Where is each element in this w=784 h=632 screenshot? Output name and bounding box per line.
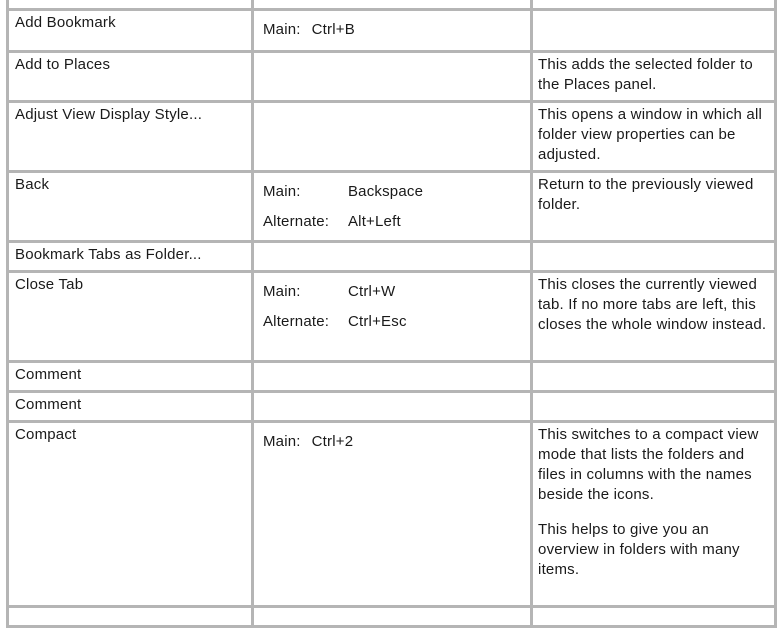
action-cell — [8, 242, 253, 272]
shortcut-line — [263, 20, 524, 40]
action-name: Compact — [15, 426, 77, 443]
description-text: This adds the selected folder to the Places panel. — [538, 56, 753, 93]
description-text: This helps to give you an overview in folders with many items. — [538, 521, 740, 578]
table-row — [8, 362, 776, 392]
shortcut-label: Main: — [262, 283, 301, 300]
table-row — [8, 422, 776, 607]
description-cell — [532, 607, 776, 627]
shortcut-cell — [252, 10, 531, 52]
description-cell — [532, 362, 776, 392]
action-cell — [8, 172, 253, 242]
shortcut-line — [263, 312, 524, 332]
shortcut-line — [263, 432, 524, 452]
description-text: This switches to a compact view mode that lists the folders and files in columns with the names beside the icons. — [538, 426, 759, 503]
action-name: Bookmark Tabs as Folder... — [15, 246, 202, 263]
shortcut-cell — [252, 102, 531, 172]
action-name: Close Tab — [15, 276, 84, 293]
table-row — [8, 607, 776, 627]
shortcut-value: Ctrl+W — [347, 283, 396, 300]
action-cell — [8, 102, 253, 172]
shortcut-value: Alt+Left — [347, 213, 401, 230]
shortcut-value: Ctrl+B — [311, 21, 355, 38]
action-name: Adjust View Display Style... — [15, 106, 203, 123]
action-cell — [8, 10, 253, 52]
shortcut-label: Alternate: — [262, 213, 330, 230]
action-name: Add to Places — [15, 56, 111, 73]
action-name: Add Bookmark — [15, 14, 116, 31]
shortcut-cell — [252, 607, 531, 627]
shortcut-value: Ctrl+Esc — [347, 313, 407, 330]
action-name: Comment — [15, 366, 82, 383]
table-row — [8, 242, 776, 272]
table-row — [8, 102, 776, 172]
action-cell — [8, 52, 253, 102]
shortcut-label: Main: — [262, 433, 301, 450]
description-cell — [532, 52, 776, 102]
table-row — [8, 172, 776, 242]
shortcut-label: Main: — [262, 183, 301, 200]
shortcut-line — [263, 182, 524, 202]
description-cell — [532, 0, 776, 10]
description-text: This opens a window in which all folder view properties can be adjusted. — [538, 106, 763, 163]
description-cell — [532, 422, 776, 607]
description-cell — [532, 102, 776, 172]
shortcut-line — [263, 212, 524, 232]
shortcuts-table — [6, 0, 777, 628]
table-row — [8, 392, 776, 422]
shortcut-cell — [252, 52, 531, 102]
shortcut-label: Alternate: — [262, 313, 330, 330]
shortcut-cell — [252, 272, 531, 362]
shortcut-cell — [252, 172, 531, 242]
action-name: Back — [15, 176, 50, 193]
description-cell — [532, 242, 776, 272]
action-cell — [8, 607, 253, 627]
shortcut-cell — [252, 0, 531, 10]
table-row — [8, 272, 776, 362]
description-cell — [532, 392, 776, 422]
action-cell — [8, 362, 253, 392]
shortcut-cell — [252, 362, 531, 392]
description-cell — [532, 10, 776, 52]
shortcut-cell — [252, 422, 531, 607]
action-cell — [8, 0, 253, 10]
shortcut-cell — [252, 242, 531, 272]
description-text: Return to the previously viewed folder. — [538, 176, 754, 213]
table-row — [8, 10, 776, 52]
shortcut-line — [263, 282, 524, 302]
action-cell — [8, 392, 253, 422]
shortcut-label: Main: — [262, 21, 301, 38]
action-cell — [8, 422, 253, 607]
description-cell — [532, 172, 776, 242]
shortcut-cell — [252, 392, 531, 422]
table-row — [8, 0, 776, 10]
table-row — [8, 52, 776, 102]
description-cell — [532, 272, 776, 362]
shortcut-value: Ctrl+2 — [311, 433, 354, 450]
action-name: Comment — [15, 396, 82, 413]
shortcut-value: Backspace — [347, 183, 424, 200]
description-text: This closes the currently viewed tab. If no more tabs are left, this closes the whole window instead. — [538, 276, 767, 333]
action-cell — [8, 272, 253, 362]
